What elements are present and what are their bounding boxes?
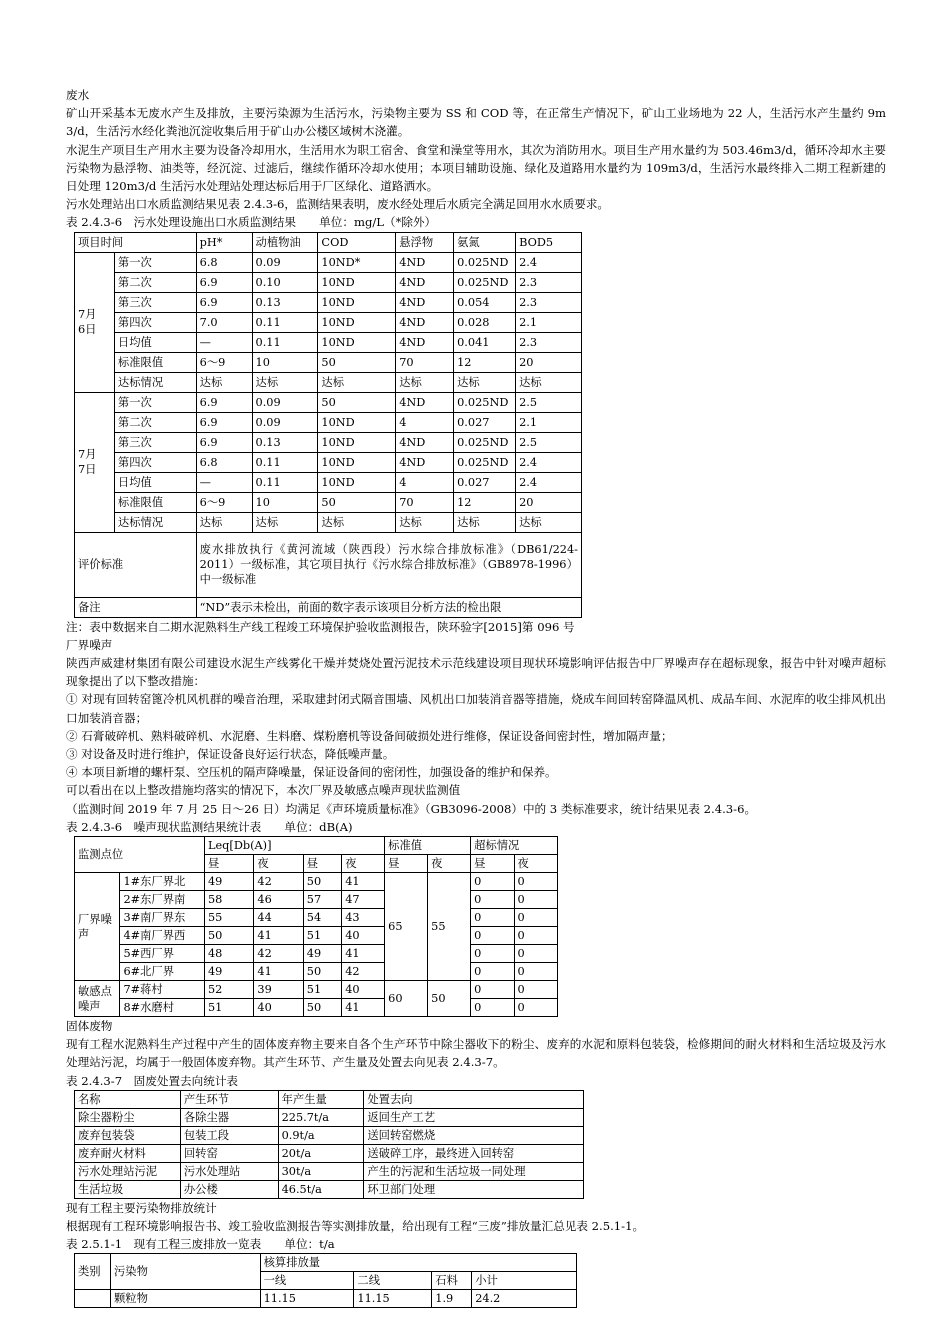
table-cell: 6.9 (196, 292, 252, 312)
table-cell: 42 (342, 963, 385, 981)
table-header-row (75, 232, 582, 252)
table-cell: 污水处理站污泥 (75, 1162, 181, 1180)
table-cell: 51 (303, 927, 341, 945)
table-cell: 0.13 (252, 292, 318, 312)
table-cell: 0 (514, 927, 557, 945)
table-cell: 225.7t/a (278, 1108, 364, 1126)
table-cell: 39 (254, 981, 303, 999)
table-cell: 4ND (396, 272, 454, 292)
table-cell: 除尘器粉尘 (75, 1108, 181, 1126)
table-cell: 0 (514, 891, 557, 909)
table-cell: 49 (303, 945, 341, 963)
date-cell: 7月6日 (75, 252, 115, 392)
group-cell: 厂界噪声 (75, 873, 120, 981)
header-night: 夜 (254, 855, 303, 873)
noise-paragraph-3: （监测时间 2019 年 7 月 25 日～26 日）均满足《声环境质量标准》（GB3096-2008）中的 3 类标准要求，统计结果见表 2.4.3-6。 (66, 801, 757, 816)
table-header-row (75, 1090, 584, 1108)
table-cell: 第四次 (114, 312, 196, 332)
table-cell: 8#水磨村 (120, 999, 205, 1017)
table-cell: 40 (342, 927, 385, 945)
std-cell: 60 (385, 981, 428, 1017)
table-cell: 0.11 (252, 472, 318, 492)
table-cell: 0 (471, 981, 514, 999)
table-cell: 50 (318, 392, 396, 412)
table-cell: 54 (303, 909, 341, 927)
table-cell: 0 (514, 981, 557, 999)
table-cell: 42 (254, 873, 303, 891)
emissions-heading: 现有工程主要污染物排放统计 (66, 1200, 217, 1215)
table-cell: 第四次 (114, 452, 196, 472)
table-cell: 2.1 (516, 312, 582, 332)
table-cell: 10ND (318, 312, 396, 332)
water-table-note: 注：表中数据来自二期水泥熟料生产线工程竣工环境保护验收监测报告，陕环验字[2015]第 096 号 (66, 619, 575, 634)
table-cell: 4#南厂界西 (120, 927, 205, 945)
table-cell: 10ND (318, 472, 396, 492)
table-header-row (75, 837, 558, 855)
table-cell: 6.8 (196, 252, 252, 272)
table-cell: 12 (454, 492, 516, 512)
table-cell: 0 (471, 999, 514, 1017)
table-cell: 废弃耐火材料 (75, 1144, 181, 1162)
header-cell: 产生环节 (180, 1090, 278, 1108)
std-cell: 65 (385, 873, 428, 981)
table-cell: 0 (471, 891, 514, 909)
table-cell: 42 (254, 945, 303, 963)
table-cell: 达标 (318, 372, 396, 392)
noise-paragraph-2: 可以看出在以上整改措施均落实的情况下，本次厂界及敏感点噪声现状监测值 (66, 783, 461, 798)
table-cell: 第二次 (114, 412, 196, 432)
table-cell: 6～9 (196, 492, 252, 512)
table-cell: — (196, 332, 252, 352)
table-cell: 0 (471, 909, 514, 927)
table-row (75, 1144, 584, 1162)
table-cell: 6～9 (196, 352, 252, 372)
table-cell: 55 (205, 909, 254, 927)
table-cell: 43 (342, 909, 385, 927)
header-over: 超标情况 (471, 837, 558, 855)
header-cell: BOD5 (516, 232, 582, 252)
table-cell: 0 (471, 945, 514, 963)
table-cell: 标准限值 (114, 492, 196, 512)
noise-measure-4: ④ 本项目新增的螺杆泵、空压机的隔声降噪量，保证设备间的密闭性，加强设备的维护和保养。 (66, 765, 557, 780)
category-cell (75, 1290, 111, 1308)
table-cell: 达标 (318, 512, 396, 532)
table-row (75, 597, 582, 617)
table-cell: 41 (342, 999, 385, 1017)
table-cell: 41 (254, 963, 303, 981)
table-cell: 2#东厂界南 (120, 891, 205, 909)
table-cell: 0 (514, 999, 557, 1017)
table-cell: 4ND (396, 252, 454, 272)
table-cell: 办公楼 (180, 1180, 278, 1198)
table-cell: 0 (471, 927, 514, 945)
table-cell: 达标 (252, 512, 318, 532)
table-cell: 46.5t/a (278, 1180, 364, 1198)
table-cell: 70 (396, 492, 454, 512)
table-row (75, 945, 558, 963)
table-cell: 1.9 (432, 1290, 472, 1308)
table-cell: 0.09 (252, 252, 318, 272)
table-row (75, 512, 582, 532)
solid-waste-table (74, 1090, 584, 1199)
table-cell: 0.13 (252, 432, 318, 452)
table-cell: 6.8 (196, 452, 252, 472)
table-row (75, 909, 558, 927)
table-cell: 57 (303, 891, 341, 909)
table-cell: 5#西厂界 (120, 945, 205, 963)
table-cell: 40 (342, 981, 385, 999)
header-cell: 年产生量 (278, 1090, 364, 1108)
header-cell: 项目时间 (75, 232, 197, 252)
table-row (75, 891, 558, 909)
noise-measure-2: ② 石膏破碎机、熟料破碎机、水泥磨、生料磨、煤粉磨机等设备间破损处进行维修，保证设备间密封性，增加隔声量； (66, 728, 673, 743)
header-line2: 二线 (354, 1272, 432, 1290)
table-cell: 10ND (318, 452, 396, 472)
table-cell: 0.025ND (454, 272, 516, 292)
table-cell: 0.11 (252, 332, 318, 352)
table-cell: 产生的污泥和生活垃圾一同处理 (364, 1162, 584, 1180)
header-cell: COD (318, 232, 396, 252)
emissions-paragraph-1: 根据现有工程环境影响报告书、竣工验收监测报告等实测排放量，给出现有工程“三废”排放量汇总见表 2.5.1-1。 (66, 1219, 645, 1234)
table-cell: 包装工段 (180, 1126, 278, 1144)
eval-label: 评价标准 (75, 532, 197, 597)
table-cell: 49 (205, 873, 254, 891)
note-label: 备注 (75, 597, 197, 617)
table-cell: 0 (514, 909, 557, 927)
table-cell: 50 (303, 873, 341, 891)
table-cell: 0.025ND (454, 432, 516, 452)
eval-text: 废水排放执行《黄河流域（陕西段）污水综合排放标准》（DB61/224-2011）一级标准，其它项目执行《污水综合排放标准》（GB8978-1996）中一级标准 (196, 532, 581, 597)
table-cell: 46 (254, 891, 303, 909)
header-cell: 悬浮物 (396, 232, 454, 252)
noise-measure-3: ③ 对设备及时进行维护，保证设备良好运行状态，降低噪声量。 (66, 747, 395, 762)
table-cell: 污水处理站 (180, 1162, 278, 1180)
table-row (75, 492, 582, 512)
table-row (75, 981, 558, 999)
header-leq: Leq[Db(A)] (205, 837, 385, 855)
table-cell: 0 (471, 963, 514, 981)
table-cell: 0.041 (454, 332, 516, 352)
table-row (75, 472, 582, 492)
table-cell: 51 (205, 999, 254, 1017)
table-cell: 达标 (196, 372, 252, 392)
table-row (75, 352, 582, 372)
header-std: 标准值 (385, 837, 471, 855)
table-cell: 2.3 (516, 292, 582, 312)
table-row (75, 1108, 584, 1126)
table-cell: 4ND (396, 312, 454, 332)
table-cell: 10 (252, 492, 318, 512)
table-cell: 达标情况 (114, 372, 196, 392)
table-cell: 6.9 (196, 412, 252, 432)
wastewater-heading: 废水 (66, 88, 90, 102)
table-row (75, 999, 558, 1017)
header-day: 昼 (303, 855, 341, 873)
table-cell: 47 (342, 891, 385, 909)
table-cell: 4ND (396, 432, 454, 452)
table-row (75, 1290, 577, 1308)
table-cell: 50 (205, 927, 254, 945)
table-row (75, 272, 582, 292)
table-cell: 2.1 (516, 412, 582, 432)
table-cell: 0 (514, 945, 557, 963)
table-cell: 50 (303, 999, 341, 1017)
table-cell: 6.9 (196, 272, 252, 292)
table-cell: 7#蒋村 (120, 981, 205, 999)
table-cell: 4ND (396, 392, 454, 412)
solid-table-caption: 表 2.4.3-7 固废处置去向统计表 (66, 1073, 239, 1088)
table-cell: 日均值 (114, 332, 196, 352)
header-day: 昼 (385, 855, 428, 873)
table-cell: — (196, 472, 252, 492)
table-row (75, 963, 558, 981)
table-row (75, 412, 582, 432)
table-cell: 10ND (318, 292, 396, 312)
table-cell: 6#北厂界 (120, 963, 205, 981)
table-cell: 0.11 (252, 312, 318, 332)
table-cell: 0.025ND (454, 392, 516, 412)
table-cell: 2.4 (516, 472, 582, 492)
header-point: 监测点位 (75, 837, 205, 873)
table-row (75, 532, 582, 597)
table-cell: 10ND (318, 332, 396, 352)
std-cell: 50 (428, 981, 471, 1017)
document-page (66, 86, 886, 1308)
table-cell: 10ND (318, 412, 396, 432)
table-cell: 50 (318, 492, 396, 512)
table-cell: 0.025ND (454, 452, 516, 472)
table-cell: 0.11 (252, 452, 318, 472)
table-row (75, 1162, 584, 1180)
table-cell: 7.0 (196, 312, 252, 332)
table-cell: 70 (396, 352, 454, 372)
table-cell: 24.2 (472, 1290, 577, 1308)
header-cell: 处置去向 (364, 1090, 584, 1108)
table-cell: 49 (205, 963, 254, 981)
date-cell: 7月7日 (75, 392, 115, 532)
table-cell: 回转窑 (180, 1144, 278, 1162)
table-cell: 58 (205, 891, 254, 909)
table-cell: 51 (303, 981, 341, 999)
table-cell: 达标 (516, 512, 582, 532)
table-cell: 50 (318, 352, 396, 372)
table-cell: 20t/a (278, 1144, 364, 1162)
header-stone: 石料 (432, 1272, 472, 1290)
table-cell: 返回生产工艺 (364, 1108, 584, 1126)
noise-heading: 厂界噪声 (66, 637, 113, 652)
table-cell: 达标 (396, 372, 454, 392)
table-cell: 0.027 (454, 412, 516, 432)
table-cell: 第一次 (114, 252, 196, 272)
noise-table (74, 836, 558, 1017)
header-night: 夜 (342, 855, 385, 873)
emissions-table (74, 1253, 577, 1308)
table-cell: 达标 (454, 512, 516, 532)
table-cell: 废弃包装袋 (75, 1126, 181, 1144)
header-cell: pH* (196, 232, 252, 252)
table-cell: 20 (516, 492, 582, 512)
table-cell: 48 (205, 945, 254, 963)
table-cell: 0.025ND (454, 252, 516, 272)
header-calc: 核算排放量 (260, 1254, 576, 1272)
table-cell: 11.15 (260, 1290, 354, 1308)
table-cell: 4ND (396, 332, 454, 352)
table-cell: 送回转窑燃烧 (364, 1126, 584, 1144)
table-cell: 0.027 (454, 472, 516, 492)
table-row (75, 392, 582, 412)
table-cell: 2.5 (516, 392, 582, 412)
std-cell: 55 (428, 873, 471, 981)
wastewater-paragraph-3: 污水处理站出口水质监测结果见表 2.4.3-6，监测结果表明，废水经处理后水质完全满足回用水水质要求。 (66, 197, 610, 212)
header-pollutant: 污染物 (110, 1254, 260, 1290)
water-table-caption: 表 2.4.3-6 污水处理设施出口水质监测结果 单位：mg/L（*除外） (66, 215, 437, 230)
table-cell: 达标 (454, 372, 516, 392)
table-cell: 2.3 (516, 332, 582, 352)
table-cell: 10ND* (318, 252, 396, 272)
table-cell: 0.10 (252, 272, 318, 292)
table-cell: 达标 (396, 512, 454, 532)
table-cell: 第二次 (114, 272, 196, 292)
emissions-table-caption: 表 2.5.1-1 现有工程三废排放一览表 单位：t/a (66, 1237, 335, 1252)
table-cell: 达标情况 (114, 512, 196, 532)
table-cell: 0.09 (252, 392, 318, 412)
header-night: 夜 (514, 855, 557, 873)
table-cell: 0.028 (454, 312, 516, 332)
table-cell: 达标 (252, 372, 318, 392)
header-line1: 一线 (260, 1272, 354, 1290)
wastewater-paragraph-2: 水泥生产项目生产用水主要为设备冷却用水，生活用水为职工宿舍、食堂和澡堂等用水，其次为消防用水。项目生产用水量约为 503.46m3/d，循环冷却水主要污染物为悬浮物、油类等，经沉淀、过滤后，继续作循环冷却水使用；本项目辅助设施、绿化及道路用水量约为 109m3/d，生活污水最终排入二期工程新建的日处理 120m3/d 生活污水处理站处理达标后用于厂区绿化、道路洒水。 (66, 142, 886, 194)
header-subtotal: 小计 (472, 1272, 577, 1290)
table-row (75, 873, 558, 891)
table-cell: 20 (516, 352, 582, 372)
table-row (75, 927, 558, 945)
table-cell: 0 (514, 963, 557, 981)
noise-paragraph-1: 陕西声威建材集团有限公司建设水泥生产线雾化干燥并焚烧处置污泥技术示范线建设项目现状环境影响评估报告中厂界噪声存在超标现象，报告中针对噪声超标现象提出了以下整改措施： (66, 656, 886, 689)
table-row (75, 332, 582, 352)
table-cell: 颗粒物 (110, 1290, 260, 1308)
solid-paragraph-1: 现有工程水泥熟料生产过程中产生的固体废弃物主要来自各个生产环节中除尘器收下的粉尘、废弃的水泥和原料包装袋，检修期间的耐火材料和生活垃圾及污水处理站污泥，均属于一般固体废弃物。其产生环节、产生量及处置去向见表 2.4.3-7。 (66, 1037, 886, 1070)
table-cell: 2.5 (516, 432, 582, 452)
wastewater-paragraph-1: 矿山开采基本无废水产生及排放，主要污染源为生活污水，污染物主要为 SS 和 COD 等，在正常生产情况下，矿山工业场地为 22 人，生活污水产生量约 9m3/d，生活污水经化粪池沉淀收集后用于矿山办公楼区域树木浇灌。 (66, 106, 886, 139)
note-text: “ND”表示未检出，前面的数字表示该项目分析方法的检出限 (196, 597, 581, 617)
table-cell: 44 (254, 909, 303, 927)
table-row (75, 372, 582, 392)
table-cell: 0 (514, 873, 557, 891)
table-cell: 11.15 (354, 1290, 432, 1308)
table-cell: 第三次 (114, 292, 196, 312)
table-cell: 4ND (396, 292, 454, 312)
table-cell: 第一次 (114, 392, 196, 412)
table-cell: 各除尘器 (180, 1108, 278, 1126)
table-cell: 日均值 (114, 472, 196, 492)
table-cell: 0.9t/a (278, 1126, 364, 1144)
table-cell: 环卫部门处理 (364, 1180, 584, 1198)
header-day: 昼 (205, 855, 254, 873)
table-cell: 41 (342, 873, 385, 891)
table-cell: 6.9 (196, 392, 252, 412)
table-row (75, 432, 582, 452)
table-cell: 10ND (318, 432, 396, 452)
table-header-row (75, 1254, 577, 1272)
solid-heading: 固体废物 (66, 1019, 113, 1034)
table-cell: 10 (252, 352, 318, 372)
noise-table-caption: 表 2.4.3-6 噪声现状监测结果统计表 单位：dB(A) (66, 819, 353, 834)
table-cell: 4ND (396, 452, 454, 472)
table-cell: 达标 (196, 512, 252, 532)
table-cell: 1#东厂界北 (120, 873, 205, 891)
table-cell: 生活垃圾 (75, 1180, 181, 1198)
table-cell: 3#南厂界东 (120, 909, 205, 927)
table-row (75, 452, 582, 472)
table-cell: 6.9 (196, 432, 252, 452)
header-night: 夜 (428, 855, 471, 873)
table-cell: 2.4 (516, 452, 582, 472)
noise-measure-1: ① 对现有回转窑篦冷机风机群的噪音治理，采取建封闭式隔音围墙、风机出口加装消音器等措施，烧成车间回转窑降温风机、成品车间、水泥库的收尘排风机出口加装消音器； (66, 692, 886, 725)
group-cell: 敏感点噪声 (75, 981, 120, 1017)
header-cell: 动植物油 (252, 232, 318, 252)
header-cell: 名称 (75, 1090, 181, 1108)
table-cell: 0.054 (454, 292, 516, 312)
table-cell: 4 (396, 412, 454, 432)
header-day: 昼 (471, 855, 514, 873)
table-cell: 40 (254, 999, 303, 1017)
table-cell: 52 (205, 981, 254, 999)
table-cell: 2.3 (516, 272, 582, 292)
table-cell: 标准限值 (114, 352, 196, 372)
table-cell: 达标 (516, 372, 582, 392)
table-cell: 41 (254, 927, 303, 945)
table-row (75, 252, 582, 272)
water-quality-table (74, 232, 582, 618)
table-cell: 50 (303, 963, 341, 981)
table-cell: 4 (396, 472, 454, 492)
table-cell: 送破碎工序，最终进入回转窑 (364, 1144, 584, 1162)
table-cell: 第三次 (114, 432, 196, 452)
header-category: 类别 (75, 1254, 111, 1290)
table-cell: 10ND (318, 272, 396, 292)
table-cell: 0 (471, 873, 514, 891)
table-cell: 41 (342, 945, 385, 963)
table-row (75, 292, 582, 312)
table-cell: 0.09 (252, 412, 318, 432)
table-row (75, 1126, 584, 1144)
table-row (75, 312, 582, 332)
header-cell: 氨氮 (454, 232, 516, 252)
table-row (75, 1180, 584, 1198)
table-cell: 2.4 (516, 252, 582, 272)
table-cell: 12 (454, 352, 516, 372)
table-cell: 30t/a (278, 1162, 364, 1180)
